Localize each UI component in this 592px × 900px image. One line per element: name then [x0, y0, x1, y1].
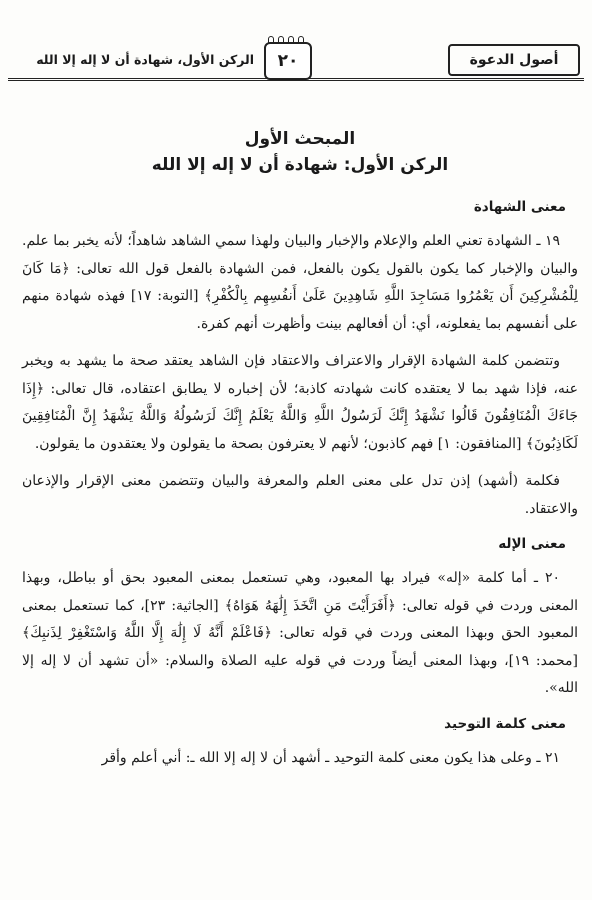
section-title: معنى كلمة التوحيد — [444, 715, 566, 732]
page-body — [22, 126, 578, 782]
section-ilah — [22, 533, 578, 703]
book-title: أصول الدعوة — [448, 44, 580, 76]
paragraph: ٢١ ـ وعلى هذا يكون معنى كلمة التوحيد ـ أشهد أن لا إله إلا الله ـ: أني أعلم وأقر — [101, 749, 560, 766]
section-tawhid — [22, 713, 578, 773]
chapter-heading: المبحث الأول — [244, 129, 356, 149]
page-header — [8, 40, 584, 84]
paragraph: فكلمة (أشهد) إذن تدل على معنى العلم والمعرفة والبيان وتتضمن معنى الإقرار والإذعان والاعتقاد. — [22, 473, 578, 517]
section-title: معنى الشهادة — [473, 199, 566, 215]
paragraph: ٢٠ ـ أما كلمة «إله» فيراد بها المعبود، وهي تستعمل بمعنى المعبود بحق أو بباطل، وبهذا المعنى وردت في قوله تعالى: ﴿أَفَرَأَيْتَ مَنِ اتَّخَذَ إِلَٰهَهُ هَوَاهُ﴾ [الجاثية: ٢٣]، كما تستعمل بمعنى المعبود الحق وبهذا المعنى وردت في قوله تعالى: ﴿فَاعْلَمْ أَنَّهُ لَا إِلَٰهَ إِلَّا اللَّهُ وَاسْتَغْفِرْ لِذَنبِكَ﴾ [محمد: ١٩]، وبهذا المعنى أيضاً وردت في قوله عليه الصلاة والسلام: «أن تشهد أن لا إله إلا الله». — [22, 570, 579, 696]
paragraph: وتتضمن كلمة الشهادة الإقرار والاعتراف والاعتقاد فإن الشاهد يعتقد صحة ما يشهد به ويخبر عنه، فإذا شهد بما لا يعتقده كانت شهادته كاذبة؛ لأن إخباره لا يطابق اعتقاده، قال تعالى: ﴿إِذَا جَاءَكَ الْمُنَافِقُونَ قَالُوا نَشْهَدُ إِنَّكَ لَرَسُولُ اللَّهِ وَاللَّهُ يَعْلَمُ إِنَّكَ لَرَسُولُهُ وَاللَّهُ يَشْهَدُ إِنَّ الْمُنَافِقِينَ لَكَاذِبُونَ﴾ [المنافقون: ١] فهم كاذبون؛ لأنهم لا يعترفون بصحة ما يقولون ولا يعتقدون ما يقولون. — [22, 353, 578, 452]
chapter-subtitle: الركن الأول: شهادة أن لا إله إلا الله — [151, 155, 449, 175]
page-number: ٢٠ — [264, 42, 312, 80]
section-shahada — [22, 196, 578, 523]
section-title: معنى الإله — [498, 536, 566, 552]
running-title: الركن الأول، شهادة أن لا إله إلا الله — [36, 52, 254, 67]
paragraph: ١٩ ـ الشهادة تعني العلم والإعلام والإخبار والبيان ولهذا سمي الشاهد شاهداً؛ لأنه يخبر بما علم. والبيان والإخبار كما يكون بالقول يكون بالفعل، فمن الشهادة بالفعل قول الله تعالى: ﴿مَا كَانَ لِلْمُشْرِكِينَ أَن يَعْمُرُوا مَسَاجِدَ اللَّهِ شَاهِدِينَ عَلَىٰ أَنفُسِهِم بِالْكُفْرِ﴾ [التوبة: ١٧] فهذه شهادة منهم على أنفسهم بما يفعلونه، أي: أن أفعالهم بينت وأظهرت أنهم كفرة. — [22, 233, 579, 332]
